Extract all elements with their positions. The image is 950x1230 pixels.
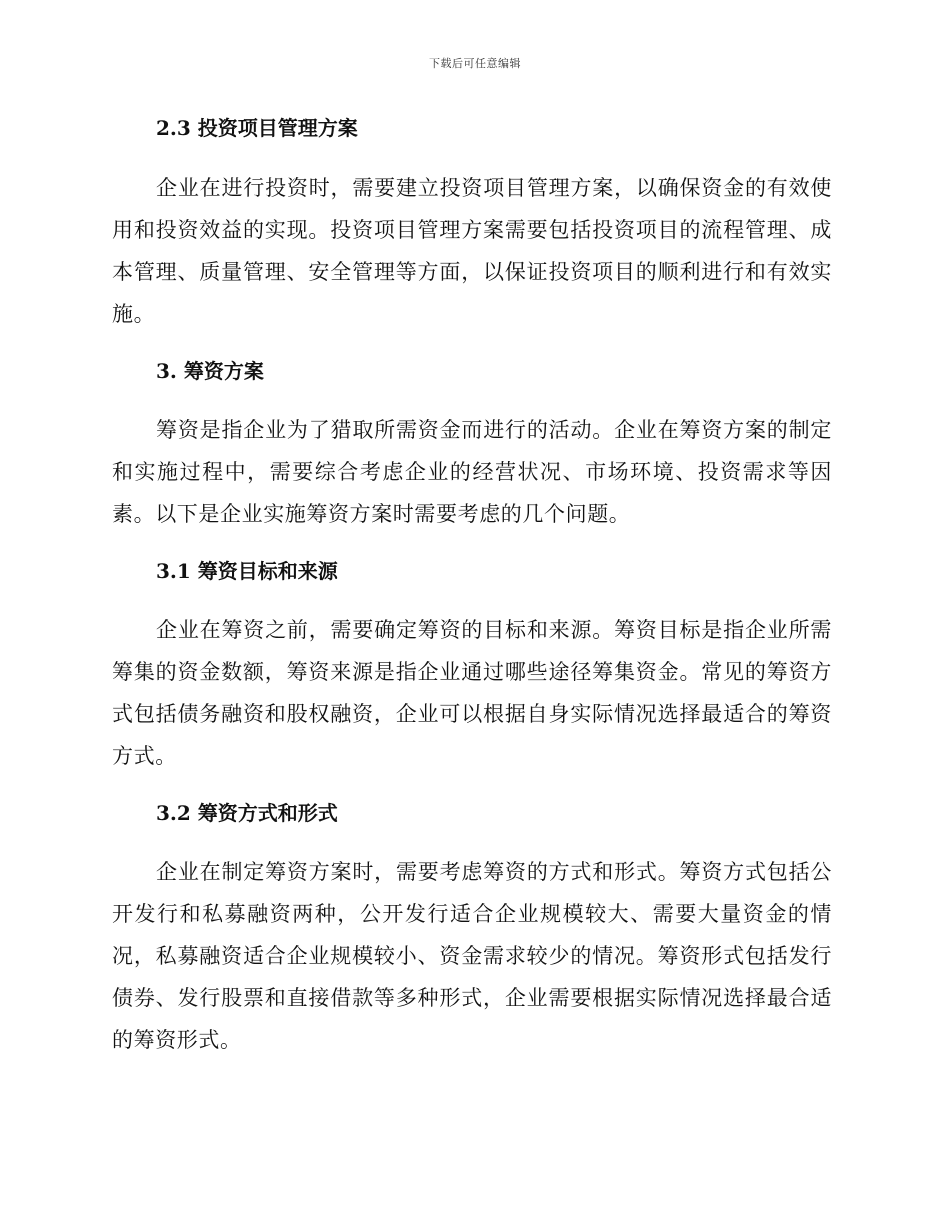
section-paragraph-2-3: 企业在进行投资时，需要建立投资项目管理方案，以确保资金的有效使用和投资效益的实现。投资项目管理方案需要包括投资项目的流程管理、成本管理、质量管理、安全管理等方面，以保证投资项目的顺利进行和有效实施。 [112, 176, 832, 326]
section-heading-3-2: 3.2 筹资方式和形式 [156, 801, 338, 825]
section-paragraph-3-2: 企业在制定筹资方案时，需要考虑筹资的方式和形式。筹资方式包括公开发行和私募融资两种，公开发行适合企业规模较大、需要大量资金的情况，私募融资适合企业规模较小、资金需求较少的情况。筹资形式包括发行债券、发行股票和直接借款等多种形式，企业需要根据实际情况选择最合适的筹资形式。 [112, 860, 832, 1052]
section-heading-3-1: 3.1 筹资目标和来源 [156, 559, 338, 583]
document-body [112, 112, 832, 1061]
section-heading-2-3: 2.3 投资项目管理方案 [156, 116, 358, 140]
section-paragraph-3-1: 企业在筹资之前，需要确定筹资的目标和来源。筹资目标是指企业所需筹集的资金数额，筹资来源是指企业通过哪些途径筹集资金。常见的筹资方式包括债务融资和股权融资，企业可以根据自身实际情况选择最适合的筹资方式。 [112, 618, 832, 768]
section-paragraph-3: 筹资是指企业为了猎取所需资金而进行的活动。企业在筹资方案的制定和实施过程中，需要综合考虑企业的经营状况、市场环境、投资需求等因素。以下是企业实施筹资方案时需要考虑的几个问题。 [112, 418, 832, 526]
section-heading-3: 3. 筹资方案 [156, 359, 264, 383]
header-note: 下载后可任意编辑 [429, 57, 521, 70]
